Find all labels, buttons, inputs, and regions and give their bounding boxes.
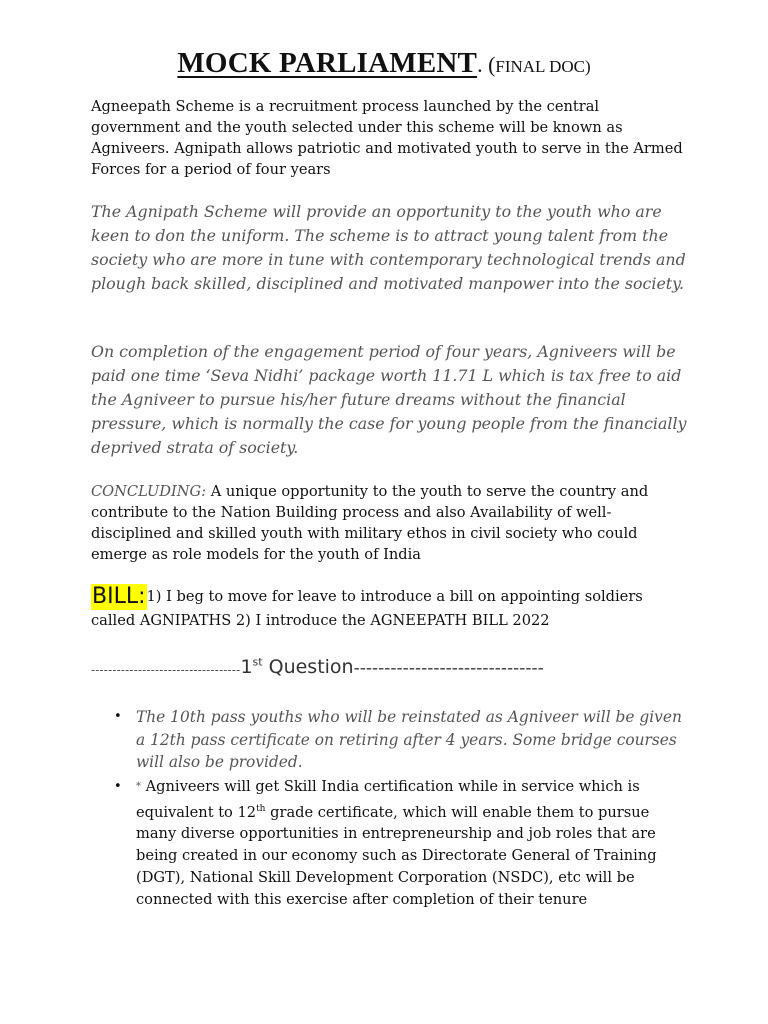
concluding-paragraph [91,481,691,565]
title-punctuation: . ( [477,52,496,77]
bill-section [91,584,691,632]
seva-nidhi-paragraph: On completion of the engagement period of four years, Agniveers will be paid one time ‘Seva Nidhi’ package worth 11.71 L which is tax free to aid the Agniveer to pursue his/her future dreams without the financial pressure, which is normally the case for young people from the financially deprived strata of society. [91,342,687,457]
answer-bullet-list [91,706,691,913]
list-item [91,706,691,774]
opportunity-paragraph: The Agnipath Scheme will provide an opportunity to the youth who are keen to don the uniform. The scheme is to attract young talent from the society who are more in tune with contemporary technological trends and plough back skilled, disciplined and motivated manpower into the society. [91,202,686,293]
intro-paragraph: Agneepath Scheme is a recruitment process launched by the central government and the youth selected under this scheme will be known as Agniveers. Agnipath allows patriotic and motivated youth to serve in the Armed Forces for a period of four years [91,98,683,178]
list-item [91,776,691,912]
bullet-icon: • [114,778,122,794]
bullet-text-2-part2: grade certificate, which will enable them to pursue many diverse opportunities in entrepreneurship and job roles that are being created in our economy such as Directorate General of Training (DGT), National Skill Development Corporation (NSDC), etc will be connected with this exercise after completion of their tenure [136,803,657,909]
bill-text: 1) I beg to move for leave to introduce a bill on appointing soldiers called AGNIPATHS 2) I introduce the AGNEEPATH BILL 2022 [91,588,643,629]
question-label [240,656,353,678]
question-number: 1 [240,656,253,679]
question-ordinal: st [252,656,263,669]
bullet-text-2-part1: Agniveers will get Skill India certification while in service which is equivalent to 12 [136,777,640,821]
bill-label-highlighted: BILL: [92,584,146,609]
bullet-text-1: The 10th pass youths who will be reinstated as Agniveer will be given a 12th pass certificate on retiring after 4 years. Some bridge courses will also be provided. [136,708,682,771]
question-right-divider: ------------------------------- [353,658,544,679]
document-title [0,44,768,87]
concluding-label: CONCLUDING: [91,483,207,500]
bullet-icon: • [114,709,122,724]
question-left-divider: ----------------------------------- [91,663,241,677]
question-word: Question [262,656,354,679]
question-heading [91,656,691,678]
title-subtitle: FINAL DOC) [495,57,591,76]
concluding-text: A unique opportunity to the youth to serve the country and contribute to the Nation Building process and also Availability of well-disciplined and skilled youth with military ethos in civil society who could emerge as role models for the youth of India [91,483,649,563]
bullet-text-2-ordinal: th [256,803,266,814]
asterisk-icon: * [136,780,141,792]
title-main: MOCK PARLIAMENT [177,47,478,79]
